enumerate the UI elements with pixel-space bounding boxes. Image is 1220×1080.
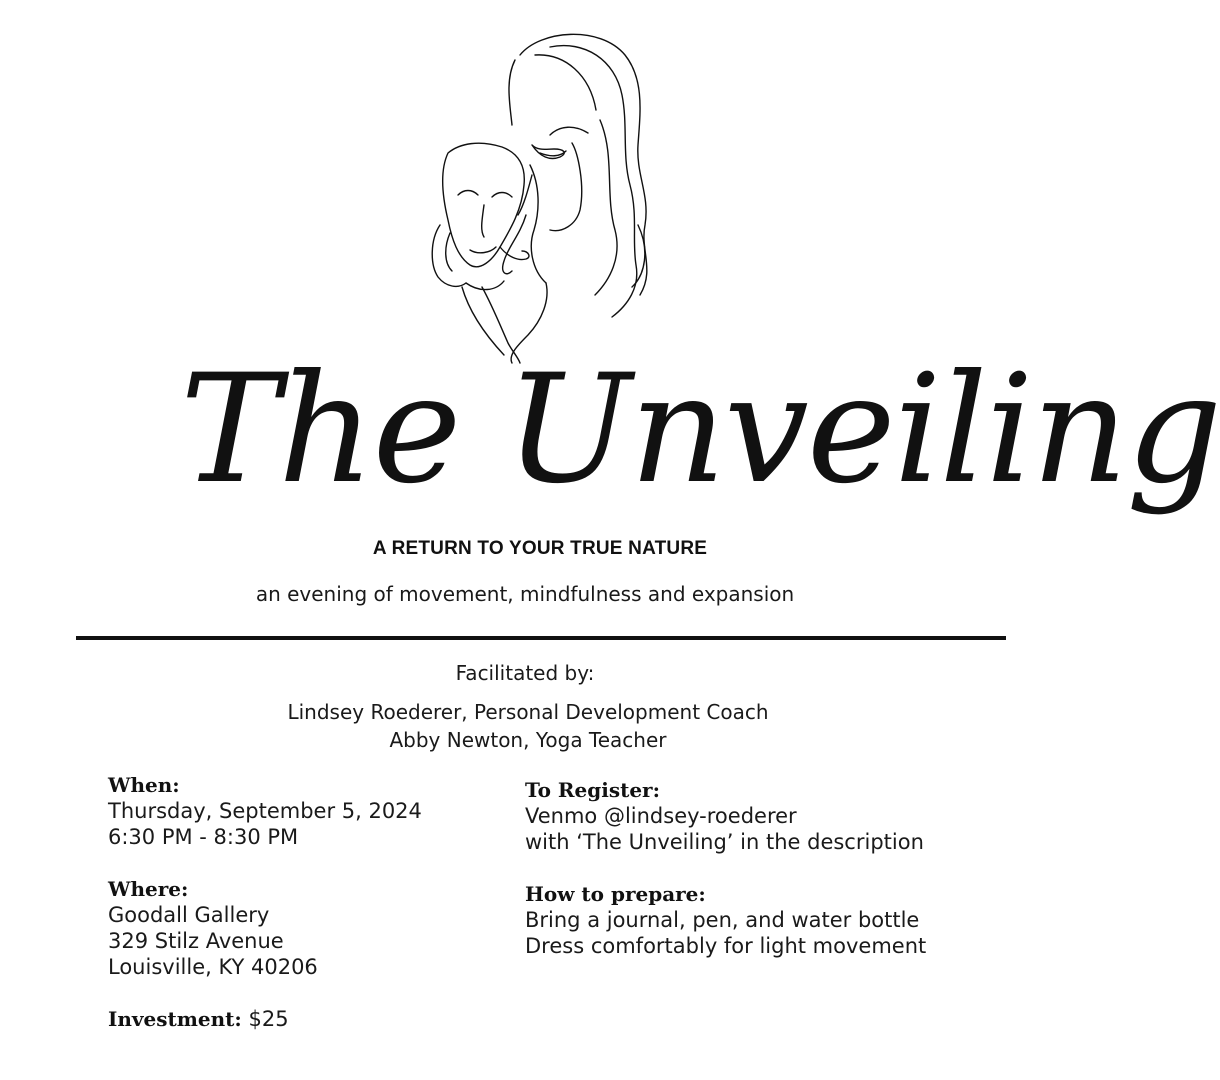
prepare-section — [525, 881, 1065, 959]
register-note: with ‘The Unveiling’ in the description — [525, 830, 924, 854]
when-heading: When: — [108, 773, 180, 797]
event-tagline: an evening of movement, mindfulness and expansion — [255, 582, 795, 606]
where-heading: Where: — [108, 877, 189, 901]
divider — [76, 636, 1006, 640]
facilitated-heading: Facilitated by: — [455, 661, 595, 685]
event-subtitle: A RETURN TO YOUR TRUE NATURE — [372, 538, 708, 559]
when-section — [108, 772, 508, 850]
register-venmo: Venmo @lindsey-roederer — [525, 804, 797, 828]
prepare-item: Bring a journal, pen, and water bottle — [525, 908, 920, 932]
event-title: The Unveiling — [180, 343, 1220, 517]
where-street: 329 Stilz Avenue — [108, 929, 284, 953]
facilitator-item: Abby Newton, Yoga Teacher — [389, 728, 667, 752]
where-section — [108, 876, 508, 980]
details-left-column — [108, 772, 508, 1058]
prepare-item: Dress comfortably for light movement — [525, 934, 927, 958]
facilitator-item: Lindsey Roederer, Personal Development Coach — [287, 700, 769, 724]
where-venue: Goodall Gallery — [108, 903, 270, 927]
facilitators-list — [0, 698, 1056, 754]
when-date: Thursday, September 5, 2024 — [108, 799, 422, 823]
when-time: 6:30 PM - 8:30 PM — [108, 825, 299, 849]
register-section — [525, 777, 1065, 855]
investment-heading: Investment: — [108, 1007, 242, 1031]
investment-price: $25 — [248, 1007, 289, 1031]
where-city: Louisville, KY 40206 — [108, 955, 318, 979]
details-right-column — [525, 777, 1065, 985]
prepare-heading: How to prepare: — [525, 882, 706, 906]
investment-section — [108, 1006, 508, 1032]
register-heading: To Register: — [525, 778, 660, 802]
